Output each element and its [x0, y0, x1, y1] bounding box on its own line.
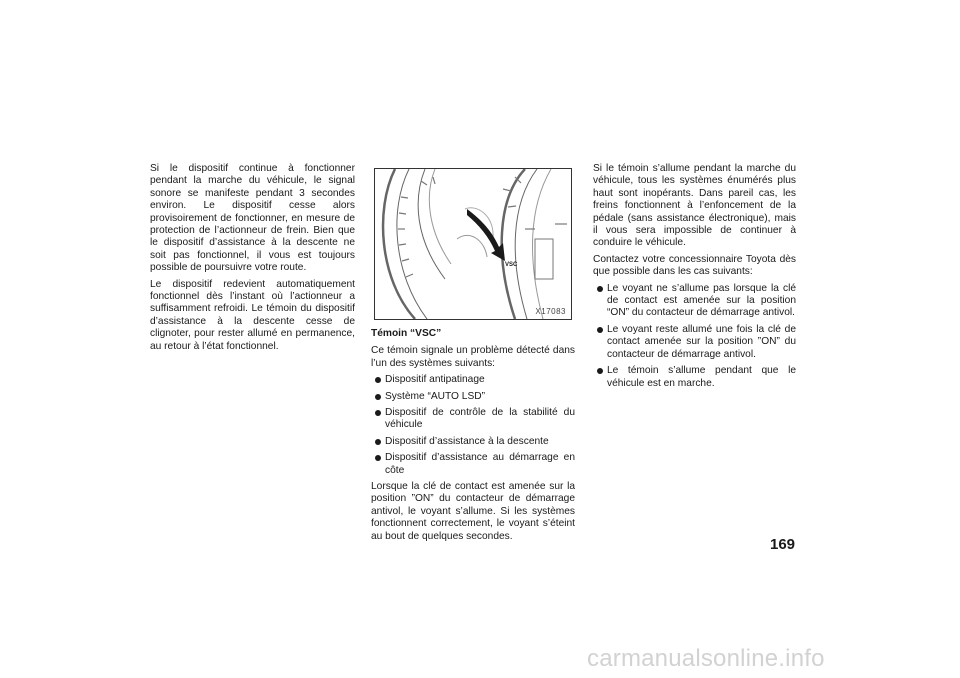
left-column	[150, 163, 355, 357]
paragraph: Contactez votre concessionnaire Toyota dès que possible dans les cas suivants:	[593, 253, 796, 278]
list-item: Dispositif de contrôle de la stabilité du véhicule	[371, 407, 575, 432]
middle-column	[371, 328, 575, 547]
figure-code: X17083	[535, 307, 566, 316]
case-list	[593, 283, 796, 390]
list-item: Le voyant reste allumé une fois la clé de contact amenée sur la position ”ON” du contacteur de démarrage antivol.	[593, 324, 796, 361]
paragraph: Si le témoin s’allume pendant la marche du véhicule, tous les systèmes énumérés plus haut sont inopérants. Dans pareil cas, les freins fonctionnent à l’enfoncement de la pédale (sans assistance électronique), mais il vous sera impossible de continuer à conduire le véhicule.	[593, 163, 796, 249]
page-number: 169	[770, 536, 796, 553]
list-item: Dispositif d’assistance au démarrage en côte	[371, 452, 575, 477]
vsc-indicator-label: VSC	[505, 262, 518, 268]
section-heading: Témoin “VSC”	[371, 328, 442, 339]
paragraph: Si le dispositif continue à fonctionner pendant la marche du véhicule, le signal sonore se manifeste pendant 3 secondes environ. Le dispositif cesse alors provisoirement de fonctionner, en mesure de protection de l’actionneur de frein. Bien que le dispositif d’assistance à la descente ne soit pas fonctionnel, il vous est toujours possible de poursuivre votre route.	[150, 163, 355, 274]
paragraph: Le dispositif redevient automatiquement fonctionnel dès l’instant où l’actionneur a suffisamment refroidi. Le témoin du dispositif d’assistance à la descente cesse de clignoter, pour rester allumé en permanence, au retour à l’état fonctionnel.	[150, 278, 355, 352]
list-item: Dispositif antipatinage	[371, 374, 575, 386]
instrument-cluster-figure	[374, 168, 572, 320]
system-list	[371, 374, 575, 477]
intro-paragraph: Ce témoin signale un problème détecté dans l’un des systèmes suivants:	[371, 345, 575, 369]
closing-paragraph: Lorsque la clé de contact est amenée sur la position ”ON” du contacteur de démarrage antivol, le voyant s’allume. Si les systèmes fonctionnent correctement, le voyant s’éteint au bout de quelques secondes.	[371, 481, 575, 542]
list-item: Le voyant ne s’allume pas lorsque la clé de contact est amenée sur la position “ON” du contacteur de démarrage antivol.	[593, 283, 796, 320]
list-item: Le témoin s’allume pendant que le véhicule est en marche.	[593, 365, 796, 390]
list-item: Système “AUTO LSD”	[371, 391, 575, 403]
watermark: carmanualsonline.info	[587, 645, 825, 672]
list-item: Dispositif d’assistance à la descente	[371, 436, 575, 448]
right-column	[593, 163, 796, 394]
gauge-illustration	[375, 169, 571, 319]
